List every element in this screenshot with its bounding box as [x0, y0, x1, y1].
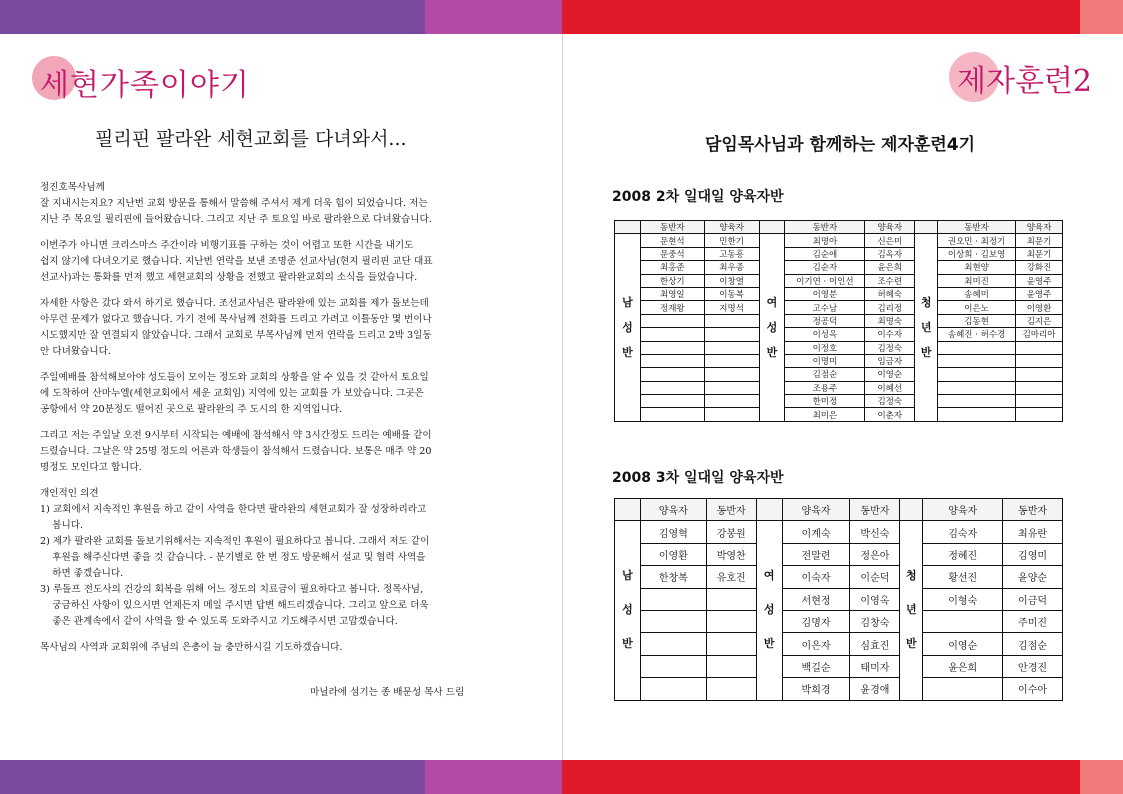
table-cell [640, 408, 704, 421]
table-row [615, 543, 1063, 565]
table-cell: 최홍준 [640, 261, 704, 274]
table-row [615, 261, 1063, 274]
table-cell: 고수남 [785, 301, 865, 314]
table-cell: 이숙자 [782, 566, 850, 588]
group-char: 년 [920, 321, 932, 335]
table-cell: 윤영주 [1016, 274, 1063, 287]
table-cell: 태미자 [850, 655, 900, 677]
table-cell [938, 368, 1016, 381]
table-cell [938, 381, 1016, 394]
section-title-2nd: 2008 2차 일대일 양육자반 [612, 189, 784, 205]
letter-line: 안 다녀왔습니다. [40, 346, 111, 357]
table-cell [923, 678, 1003, 700]
table-row [615, 328, 1063, 341]
table-cell [704, 395, 759, 408]
table-cell: 김점순 [1003, 633, 1063, 655]
table-cell: 한미정 [785, 395, 865, 408]
column-header: 동반자 [785, 221, 865, 234]
group-char: 년 [906, 603, 917, 617]
table-cell: 백길순 [782, 655, 850, 677]
table-cell: 윤영주 [1016, 287, 1063, 300]
table-row [615, 408, 1063, 421]
header-blank [900, 499, 923, 521]
table-cell: 이동복 [704, 287, 759, 300]
letter-line: 그리고 저는 주일날 오전 9시부터 시작되는 예배에 참석해서 약 3시간정도 드리는 예배를 같이 [40, 430, 432, 441]
table-cell: 이영분 [785, 287, 865, 300]
top-bar-purple [0, 0, 425, 34]
table-cell [938, 354, 1016, 367]
table-cell: 이춘자 [865, 408, 915, 421]
group-char: 성 [766, 321, 778, 335]
table-cell: 이성옥 [785, 328, 865, 341]
table-cell: 김숙자 [923, 521, 1003, 543]
table-cell [706, 655, 756, 677]
letter-line: 1) 교회에서 지속적인 후원을 하고 같이 사역을 한다면 팔라완의 세현교회가 잘 성장하리라고 [40, 504, 427, 515]
table-cell: 안경진 [1003, 655, 1063, 677]
table-cell [704, 408, 759, 421]
group-char: 반 [763, 637, 775, 651]
table-cell [704, 314, 759, 327]
table-cell: 김옥자 [865, 247, 915, 260]
table-cell [640, 633, 706, 655]
table-row [615, 588, 1063, 610]
table-cell [1016, 408, 1063, 421]
letter-line: 3) 루돌프 전도사의 건강의 회복을 위해 어느 정도의 치료금이 필요하다고 봅니다. 정목사님, [40, 584, 424, 595]
table-cell: 김점순 [785, 368, 865, 381]
bottom-bar-red [562, 760, 1080, 794]
table-cell: 이금덕 [1003, 588, 1063, 610]
table-cell: 이계숙 [782, 521, 850, 543]
group-char: 반 [766, 346, 778, 360]
letter-line: 선교사)과는 통화를 먼저 했고 세현교회의 상황을 전했고 팔라완교회의 소식을 들었습니다. [40, 272, 418, 283]
table-cell: 이수자 [865, 328, 915, 341]
letter-line: 주일예배를 참석해보아야 성도들이 모이는 정도와 교회의 상황을 알 수 있을 것 같아서 토요일 [40, 372, 429, 383]
table-cell [704, 381, 759, 394]
group-char: 반 [622, 637, 633, 651]
letter-line: 2) 제가 팔라완 교회를 돌보기위해서는 지속적인 후원이 필요하다고 봅니다. 그래서 저도 같이 [40, 536, 430, 547]
table-cell: 신은미 [865, 234, 915, 247]
group-char: 청 [920, 296, 932, 310]
table-row [615, 610, 1063, 632]
group-label-youth [915, 234, 938, 421]
table-cell [923, 610, 1003, 632]
table-row [615, 368, 1063, 381]
table-row [615, 566, 1063, 588]
table-cell: 문현석 [640, 234, 704, 247]
table-cell: 이영순 [923, 633, 1003, 655]
table-cell: 이형숙 [923, 588, 1003, 610]
table-cell: 정공덕 [785, 314, 865, 327]
section-title-3rd: 2008 3차 일대일 양육자반 [612, 470, 784, 486]
top-bar-red [562, 0, 1080, 34]
table-cell [640, 341, 704, 354]
left-logo [32, 50, 250, 110]
table-cell [704, 341, 759, 354]
letter-paragraph [40, 238, 502, 286]
table-cell: 황선진 [923, 566, 1003, 588]
bottom-bar-salmon [1080, 760, 1123, 794]
table-cell: 주미진 [1003, 610, 1063, 632]
table-cell [640, 678, 706, 700]
table-cell: 윤양순 [1003, 566, 1063, 588]
table-cell: 심효진 [850, 633, 900, 655]
group-char: 반 [920, 346, 932, 360]
letter-line: 정진호목사님께 [40, 182, 105, 193]
letter-line: 드렸습니다. 그날은 약 25명 정도의 어른과 학생들이 참석해서 드렸습니다. 보통은 매주 약 20 [40, 446, 432, 457]
letter-line: 하면 좋겠습니다. [40, 568, 124, 579]
group-char: 남 [622, 296, 633, 310]
table-cell: 한창복 [640, 566, 706, 588]
right-page-title: 담임목사님과 함께하는 제자훈련4기 [705, 135, 975, 155]
top-bar-salmon [1080, 0, 1123, 34]
table-cell: 김명자 [782, 610, 850, 632]
table-cell: 한상기 [640, 274, 704, 287]
table-cell [640, 610, 706, 632]
table-cell: 최미진 [938, 274, 1016, 287]
column-header: 동반자 [706, 499, 756, 521]
table-cell: 서현정 [782, 588, 850, 610]
table-cell [640, 381, 704, 394]
table-cell [938, 408, 1016, 421]
letter-paragraph [40, 370, 502, 418]
table-cell: 이수아 [1003, 678, 1063, 700]
table-cell: 최영일 [640, 287, 704, 300]
table-cell [1016, 354, 1063, 367]
table-cell: 박영찬 [706, 543, 756, 565]
table-cell: 최우종 [704, 261, 759, 274]
letter-line: 잘 지내시는지요? 지난번 교회 방문을 통해서 말씀해 주셔서 제게 더욱 힘이 되었습니다. 저는 [40, 198, 428, 209]
table-cell: 박신숙 [850, 521, 900, 543]
group-char: 여 [766, 296, 778, 310]
table-row [615, 234, 1063, 247]
table-cell: 이영환 [1016, 301, 1063, 314]
header-blank [615, 499, 641, 521]
column-header: 동반자 [640, 221, 704, 234]
table-row [615, 633, 1063, 655]
table-cell: 김리정 [865, 301, 915, 314]
table-row [615, 287, 1063, 300]
table-cell: 최명아 [785, 234, 865, 247]
table-cell [640, 328, 704, 341]
table-cell [938, 395, 1016, 408]
table-cell: 윤은희 [923, 655, 1003, 677]
table-row [615, 314, 1063, 327]
table-cell: 강봉원 [706, 521, 756, 543]
table-cell: 송혜미 [938, 287, 1016, 300]
table-cell: 조수련 [865, 274, 915, 287]
table-cell: 민한기 [704, 234, 759, 247]
table-cell: 이순덕 [850, 566, 900, 588]
letter-line: 후원을 해주신다면 좋을 것 같습니다. - 분기별로 한 번 정도 방문해서 설교 및 협력 사역을 [40, 552, 426, 563]
group-label-men [615, 234, 641, 421]
table-cell [704, 354, 759, 367]
table-cell: 김창숙 [850, 610, 900, 632]
table-cell [704, 368, 759, 381]
table-cell: 김마리아 [1016, 328, 1063, 341]
table-cell [640, 368, 704, 381]
letter-line: 좋은 관계속에서 같이 사역을 할 수 있도록 도와주시고 기도해주시면 고맙겠습니다. [40, 616, 398, 627]
column-header: 동반자 [938, 221, 1016, 234]
header-blank [759, 221, 785, 234]
table-cell [1016, 395, 1063, 408]
column-header: 동반자 [850, 499, 900, 521]
table-cell [1016, 368, 1063, 381]
table-cell: 유호진 [706, 566, 756, 588]
letter-line: 명정도 모인다고 합니다. [40, 462, 142, 473]
table-cell [704, 328, 759, 341]
group-label-youth [900, 521, 923, 700]
table-cell: 임금자 [865, 354, 915, 367]
letter-line: 에 도착하여 산마누엘(세현교회에서 세운 교회임) 지역에 있는 교회를 가 보았습니다. 그곳은 [40, 388, 424, 399]
table-cell: 권오민 · 최정기 [938, 234, 1016, 247]
table-cell: 이은노 [938, 301, 1016, 314]
signature: 마닐라에 섬기는 종 배문성 목사 드림 [310, 687, 465, 698]
table-row [615, 678, 1063, 700]
table-cell: 정혜진 [923, 543, 1003, 565]
table-cell: 최명숙 [865, 314, 915, 327]
table-cell: 최현양 [938, 261, 1016, 274]
table-cell: 이혜선 [865, 381, 915, 394]
table-cell: 송혜진 · 허수경 [938, 328, 1016, 341]
column-header: 양육자 [640, 499, 706, 521]
table-cell: 조용주 [785, 381, 865, 394]
group-char: 반 [622, 346, 633, 360]
table-cell: 최미은 [785, 408, 865, 421]
letter-line: 지난 주 목요일 필리핀에 들어왔습니다. 그리고 지난 주 토요일 바로 팔라완으로 다녀왔습니다. [40, 214, 432, 225]
group-label-women [759, 234, 785, 421]
table-cell: 김순애 [785, 247, 865, 260]
column-header: 양육자 [923, 499, 1003, 521]
group-label-men [615, 521, 641, 700]
column-header: 양육자 [1016, 221, 1063, 234]
table-cell [938, 341, 1016, 354]
table-cell: 이명미 [785, 354, 865, 367]
table-row [615, 655, 1063, 677]
group-char: 반 [906, 637, 917, 651]
table-2nd-round [614, 220, 1063, 422]
table-cell: 김동현 [938, 314, 1016, 327]
table-cell [706, 588, 756, 610]
group-char: 남 [622, 569, 633, 583]
table-cell: 이은자 [782, 633, 850, 655]
table-cell [706, 678, 756, 700]
letter-body [40, 180, 502, 666]
letter-paragraph [40, 180, 502, 228]
table-cell: 김지은 [1016, 314, 1063, 327]
table-row [615, 274, 1063, 287]
table-cell [706, 633, 756, 655]
table-row [615, 301, 1063, 314]
table-cell: 윤경애 [850, 678, 900, 700]
table-cell: 전말련 [782, 543, 850, 565]
letter-line: 아무런 문제가 없다고 했습니다. 가기 전에 목사님께 전화를 드리고 가려고 이틀동안 몇 번이나 [40, 314, 432, 325]
letter-line: 봅니다. [40, 520, 84, 531]
left-logo-text: 세현가족이야기 [40, 68, 250, 103]
table-cell: 이상희 · 김보영 [938, 247, 1016, 260]
table-cell: 김정숙 [865, 341, 915, 354]
column-header: 양육자 [782, 499, 850, 521]
letter-line: 공항에서 약 20분정도 떨어진 곳으로 팔라완의 주 도시의 한 지역입니다. [40, 404, 343, 415]
table-cell: 박희경 [782, 678, 850, 700]
table-cell: 이영환 [640, 543, 706, 565]
letter-paragraph [40, 428, 502, 476]
table-cell: 김순자 [785, 261, 865, 274]
table-cell: 이정호 [785, 341, 865, 354]
table-row [615, 354, 1063, 367]
right-logo-text: 제자훈련2 [957, 64, 1093, 99]
header-blank [756, 499, 782, 521]
table-cell: 정은아 [850, 543, 900, 565]
table-row [615, 395, 1063, 408]
table-cell: 강화진 [1016, 261, 1063, 274]
letter-line: 시도했지만 잘 연결되지 않았습니다. 그래서 교회로 부목사님께 먼저 연락을 드리고 2박 3일동 [40, 330, 432, 341]
bottom-bar-violet [425, 760, 562, 794]
table-cell: 김영혁 [640, 521, 706, 543]
group-char: 성 [763, 603, 775, 617]
letter-paragraph [40, 296, 502, 360]
left-page-title: 필리핀 팔라완 세현교회를 다녀와서... [95, 128, 407, 150]
letter-line: 개인적인 의견 [40, 488, 99, 499]
column-header: 동반자 [1003, 499, 1063, 521]
table-cell [1016, 341, 1063, 354]
letter-line: 이번주가 아니면 크리스마스 주간이라 비행기표를 구하는 것이 어렵고 또한 시간을 내기도 [40, 240, 414, 251]
group-char: 여 [763, 569, 775, 583]
top-bar-violet [425, 0, 562, 34]
table-cell [640, 354, 704, 367]
table-cell: 정재왕 [640, 301, 704, 314]
table-row [615, 381, 1063, 394]
table-cell: 최문기 [1016, 247, 1063, 260]
table-cell: 이창열 [704, 274, 759, 287]
header-blank [615, 221, 641, 234]
column-header: 양육자 [704, 221, 759, 234]
table-cell: 이영순 [865, 368, 915, 381]
right-logo [945, 48, 1105, 108]
table-cell: 김정숙 [865, 395, 915, 408]
letter-line: 자세한 사항은 갔다 와서 하기로 했습니다. 조선교사님은 팔라완에 있는 교회를 제가 돌보는데 [40, 298, 429, 309]
header-blank [915, 221, 938, 234]
group-label-women [756, 521, 782, 700]
table-cell: 지명석 [704, 301, 759, 314]
table-cell: 이기연 · 이인선 [785, 274, 865, 287]
letter-paragraph [40, 640, 502, 656]
table-row [615, 521, 1063, 543]
table-row [615, 341, 1063, 354]
table-row [615, 247, 1063, 260]
table-cell: 이영옥 [850, 588, 900, 610]
table-cell: 허혜숙 [865, 287, 915, 300]
table-cell: 최문기 [1016, 234, 1063, 247]
letter-line: 궁금하신 사항이 있으시면 언제든지 메일 주시면 답변 해드리겠습니다. 그리고 앞으로 더욱 [40, 600, 429, 611]
table-cell: 고동흥 [704, 247, 759, 260]
table-cell [640, 588, 706, 610]
group-char: 성 [622, 321, 633, 335]
table-3rd-round [614, 498, 1063, 701]
table-cell [706, 610, 756, 632]
table-cell: 김영미 [1003, 543, 1063, 565]
page-divider [562, 34, 563, 760]
table-cell [1016, 381, 1063, 394]
bottom-bar-purple [0, 760, 425, 794]
table-cell [640, 314, 704, 327]
table-cell: 문중석 [640, 247, 704, 260]
table-cell [640, 655, 706, 677]
table-cell: 윤은희 [865, 261, 915, 274]
column-header: 양육자 [865, 221, 915, 234]
table-cell [640, 395, 704, 408]
letter-line: 쉽지 않기에 다녀오기로 했습니다. 지난번 연락을 보낸 조명준 선교사님(현지 필리핀 교단 대표 [40, 256, 433, 267]
table-cell: 최유란 [1003, 521, 1063, 543]
group-char: 성 [622, 603, 633, 617]
group-char: 청 [906, 569, 917, 583]
letter-line: 목사님의 사역과 교회위에 주님의 은총이 늘 충만하시길 기도하겠습니다. [40, 642, 343, 653]
letter-paragraph [40, 486, 502, 630]
